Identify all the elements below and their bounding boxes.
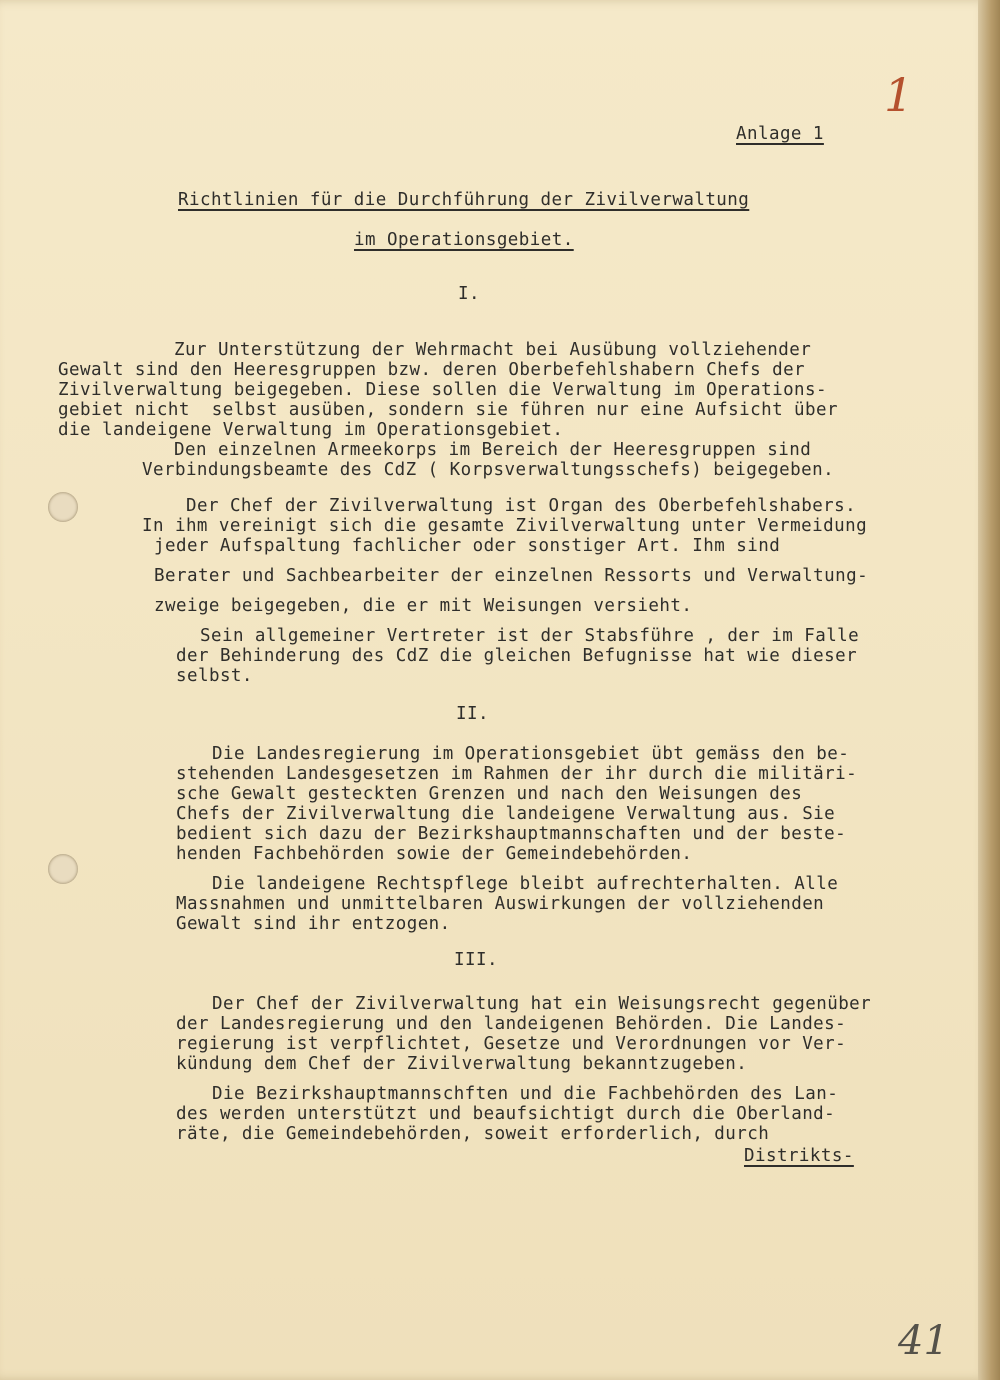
- body-line: kündung dem Chef der Zivilverwaltung bekanntzugeben.: [176, 1054, 748, 1074]
- body-line: Gewalt sind den Heeresgruppen bzw. deren Oberbefehlshabern Chefs der: [58, 360, 806, 380]
- body-line: die landeigene Verwaltung im Operationsgebiet.: [58, 420, 564, 440]
- body-line: Der Chef der Zivilverwaltung ist Organ des Oberbefehlshabers.: [186, 496, 857, 516]
- body-line: Berater und Sachbearbeiter der einzelnen Ressorts und Verwaltung-: [154, 566, 869, 586]
- section-heading-ii: II.: [456, 704, 489, 724]
- body-line: Die Bezirkshauptmannschften und die Fachbehörden des Lan-: [212, 1084, 839, 1104]
- body-line: Zur Unterstützung der Wehrmacht bei Ausübung vollziehender: [174, 340, 812, 360]
- body-line: räte, die Gemeindebehörden, soweit erforderlich, durch: [176, 1124, 770, 1144]
- section-heading-iii: III.: [454, 950, 498, 970]
- punch-hole-upper: [48, 492, 78, 522]
- continuation-word: Distrikts-: [744, 1146, 854, 1166]
- body-line: regierung ist verpflichtet, Gesetze und Verordnungen vor Ver-: [176, 1034, 847, 1054]
- folio-mark-top: 1: [884, 68, 914, 122]
- folio-mark-bottom: 41: [898, 1318, 949, 1364]
- body-line: der Behinderung des CdZ die gleichen Befugnisse hat wie dieser: [176, 646, 858, 666]
- body-line: Gewalt sind ihr entzogen.: [176, 914, 451, 934]
- body-line: stehenden Landesgesetzen im Rahmen der ihr durch die militäri-: [176, 764, 858, 784]
- body-line: gebiet nicht selbst ausüben, sondern sie führen nur eine Aufsicht über: [58, 400, 838, 420]
- title-line-2: im Operationsgebiet.: [354, 230, 574, 250]
- body-line: Die Landesregierung im Operationsgebiet übt gemäss den be-: [212, 744, 850, 764]
- body-line: henden Fachbehörden sowie der Gemeindebehörden.: [176, 844, 693, 864]
- body-line: Sein allgemeiner Vertreter ist der Stabsführe , der im Falle: [200, 626, 860, 646]
- body-line: Verbindungsbeamte des CdZ ( Korpsverwaltungsschefs) beigegeben.: [142, 460, 835, 480]
- body-line: zweige beigegeben, die er mit Weisungen versieht.: [154, 596, 693, 616]
- body-line: Zivilverwaltung beigegeben. Diese sollen die Verwaltung im Operations-: [58, 380, 828, 400]
- section-heading-i: I.: [458, 284, 480, 304]
- body-line: In ihm vereinigt sich die gesamte Zivilverwaltung unter Vermeidung: [142, 516, 868, 536]
- body-line: des werden unterstützt und beaufsichtigt durch die Oberland-: [176, 1104, 836, 1124]
- body-line: jeder Aufspaltung fachlicher oder sonstiger Art. Ihm sind: [154, 536, 781, 556]
- title-line-1: Richtlinien für die Durchführung der Zivilverwaltung: [178, 190, 750, 210]
- punch-hole-lower: [48, 854, 78, 884]
- body-line: Die landeigene Rechtspflege bleibt aufrechterhalten. Alle: [212, 874, 839, 894]
- paper-edge: [978, 0, 1000, 1380]
- annex-label: Anlage 1: [736, 124, 824, 144]
- body-line: Massnahmen und unmittelbaren Auswirkungen der vollziehenden: [176, 894, 825, 914]
- body-line: selbst.: [176, 666, 253, 686]
- body-line: Chefs der Zivilverwaltung die landeigene Verwaltung aus. Sie: [176, 804, 836, 824]
- body-line: sche Gewalt gesteckten Grenzen und nach den Weisungen des: [176, 784, 803, 804]
- body-line: Den einzelnen Armeekorps im Bereich der Heeresgruppen sind: [174, 440, 812, 460]
- body-line: der Landesregierung und den landeigenen Behörden. Die Landes-: [176, 1014, 847, 1034]
- body-line: bedient sich dazu der Bezirkshauptmannschaften und der beste-: [176, 824, 847, 844]
- body-line: Der Chef der Zivilverwaltung hat ein Weisungsrecht gegenüber: [212, 994, 872, 1014]
